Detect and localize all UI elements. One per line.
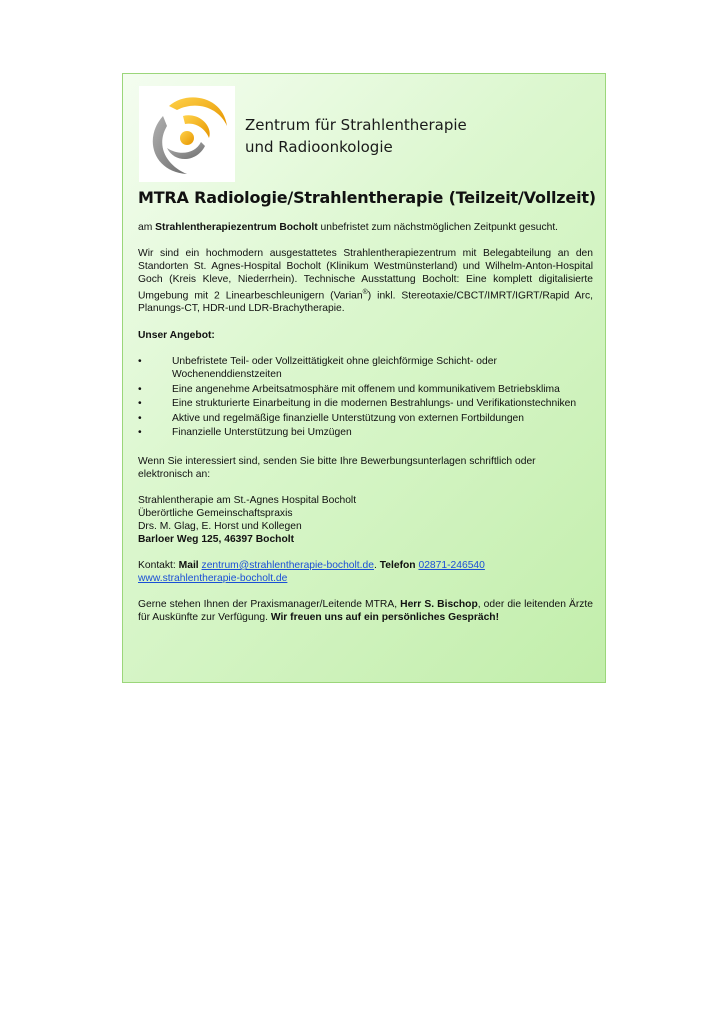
bullet: •	[138, 398, 142, 410]
website-line	[138, 572, 593, 585]
offer-item-text: Aktive und regelmäßige finanzielle Unterstützung von externen Fortbildungen	[172, 412, 525, 424]
org-name-line2: und Radioonkologie	[245, 138, 393, 156]
registered-mark: ®	[362, 289, 368, 296]
job-ad-card	[122, 73, 606, 683]
offer-item-text: Eine angenehme Arbeitsatmosphäre mit offenem und kommunikativem Betriebsklima	[172, 383, 560, 395]
offer-item-text: Eine strukturierte Einarbeitung in die modernen Bestrahlungs- und Verifikationstechniken	[172, 398, 577, 410]
job-title: MTRA Radiologie/Strahlentherapie (Teilzeit/Vollzeit)	[138, 188, 596, 207]
offer-list	[138, 355, 593, 439]
bullet: •	[138, 427, 142, 439]
contact-person: Herr S. Bischop	[400, 598, 478, 610]
offer-item-text: Finanzielle Unterstützung bei Umzügen	[172, 427, 352, 439]
list-item	[138, 412, 593, 425]
description-text-end: ) inkl. Stereotaxie/CBCT/IMRT/IGRT/Rapid Arc, Planungs-CT, HDR-und LDR-Brachytherapie.	[138, 290, 593, 315]
intro-prefix: am	[138, 222, 156, 233]
website-link[interactable]: www.strahlentherapie-bocholt.de	[138, 572, 288, 584]
address-line: Strahlentherapie am St.-Agnes Hospital Bocholt	[138, 494, 357, 506]
contact-label: Kontakt:	[138, 559, 179, 571]
list-item	[138, 397, 593, 410]
org-name	[245, 114, 467, 158]
bullet: •	[138, 356, 142, 368]
offer-heading: Unser Angebot:	[138, 330, 215, 342]
closing-paragraph	[138, 598, 593, 624]
description-text: Wir sind ein hochmodern ausgestattetes Strahlentherapiezentrum mit Belegabteilung an den Standorten St. Agnes-Hospital Bocholt (Klinikum Westmünsterland) und Wilhelm-Anton-Hospital Goch (Kreis Kleve, Niederrhein). Technische Ausstattung Bocholt: Eine komplett digitalisierte Umgebung mit 2 Linearbeschleunigern (Varian	[138, 248, 593, 302]
phone-link[interactable]: 02871-246540	[418, 559, 485, 571]
logo-icon	[139, 86, 235, 182]
list-item	[138, 426, 593, 439]
intro-location: Strahlentherapiezentrum Bocholt	[155, 222, 318, 233]
address-street: Barloer Weg 125, 46397 Bocholt	[138, 533, 295, 545]
apply-paragraph: Wenn Sie interessiert sind, senden Sie bitte Ihre Bewerbungsunterlagen schriftlich oder elektronisch an:	[138, 455, 536, 480]
address-block	[138, 494, 593, 546]
ad-content	[138, 221, 593, 624]
org-name-line1: Zentrum für Strahlentherapie	[245, 116, 467, 134]
closing-text-2: , oder die leitenden Ärzte für Auskünfte zur Verfügung.	[138, 598, 594, 623]
contact-block	[138, 559, 593, 585]
email-link[interactable]: zentrum@strahlentherapie-bocholt.de	[201, 559, 374, 571]
logo	[139, 86, 235, 182]
description-paragraph	[138, 247, 593, 315]
contact-line: Kontakt: Mail zentrum@strahlentherapie-bocholt.de. Telefon 02871-246540	[138, 559, 485, 571]
list-item	[138, 355, 593, 381]
address-line: Überörtliche Gemeinschaftspraxis	[138, 507, 293, 519]
offer-item-text: Unbefristete Teil- oder Vollzeittätigkeit ohne gleichförmige Schicht- oder Wochenenddienstzeiten	[172, 356, 497, 381]
closing-text: Gerne stehen Ihnen der Praxismanager/Leitende MTRA,	[138, 598, 401, 610]
intro-suffix: unbefristet zum nächstmöglichen Zeitpunkt gesucht.	[317, 222, 559, 233]
phone-label: Telefon	[379, 559, 416, 571]
address-line: Drs. M. Glag, E. Horst und Kollegen	[138, 520, 302, 532]
bullet: •	[138, 412, 142, 424]
mail-label: Mail	[178, 559, 199, 571]
closing-bold: Wir freuen uns auf ein persönliches Gespräch!	[270, 611, 500, 623]
intro-paragraph	[138, 221, 593, 234]
list-item	[138, 383, 593, 396]
bullet: •	[138, 383, 142, 395]
